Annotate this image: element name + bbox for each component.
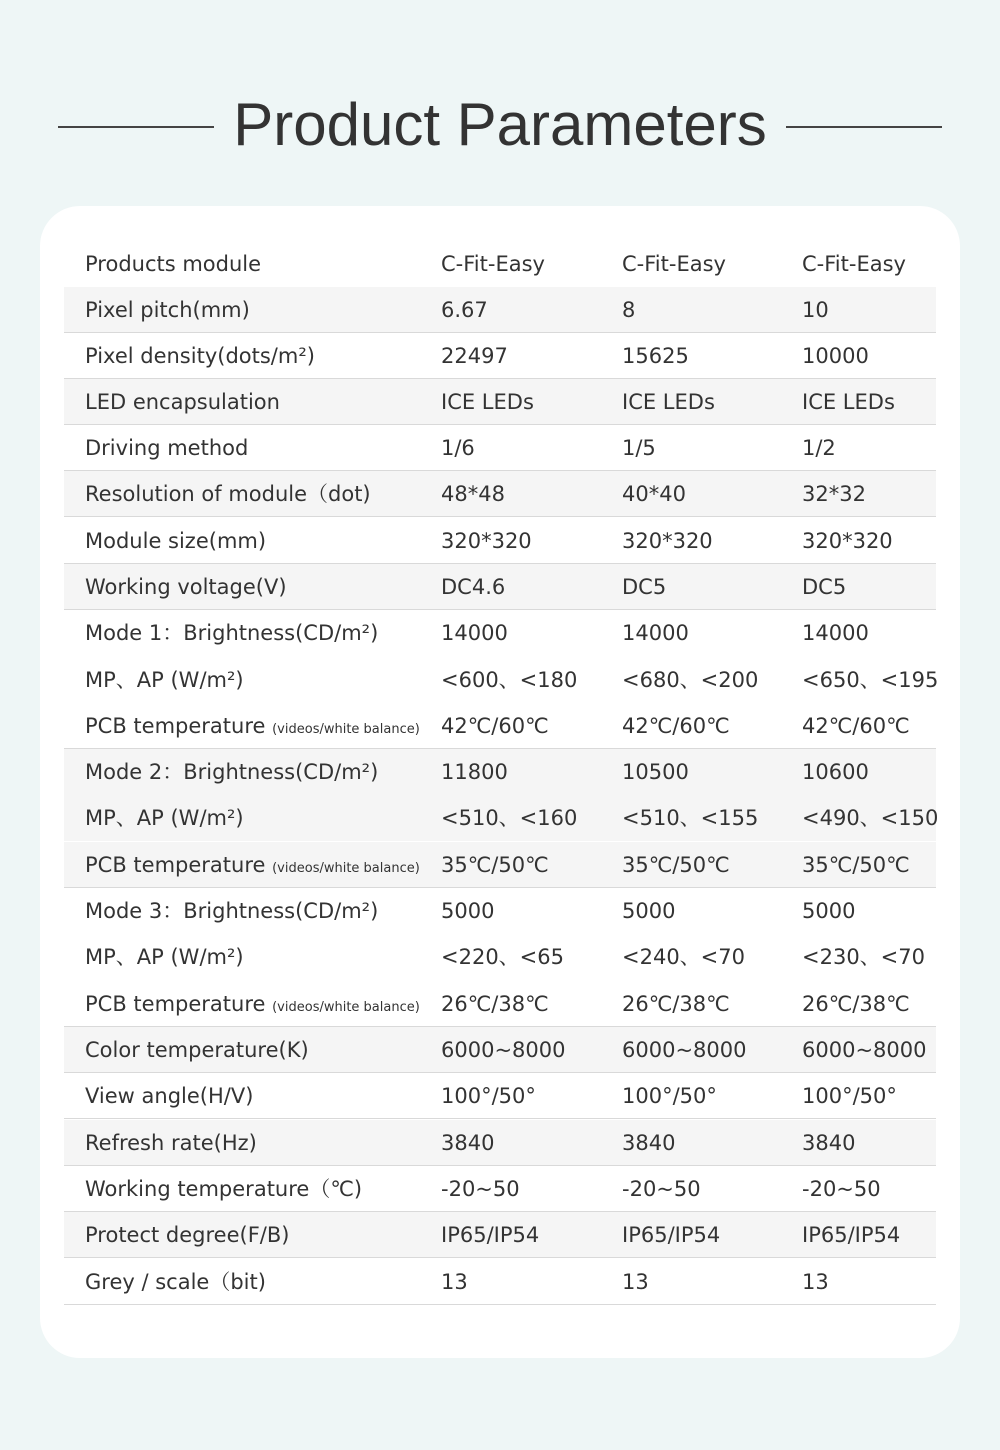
row-value-3: 6000~8000 bbox=[802, 1038, 927, 1062]
row-label: Driving method bbox=[85, 436, 249, 460]
table-row bbox=[64, 981, 936, 1027]
row-label: Mode 2：Brightness(CD/m²) bbox=[85, 760, 379, 784]
row-value-1: 13 bbox=[441, 1270, 468, 1294]
table-row bbox=[64, 842, 936, 888]
row-value-2: 3840 bbox=[622, 1131, 676, 1155]
row-value-2: ICE LEDs bbox=[622, 390, 715, 414]
table-row bbox=[64, 1027, 936, 1073]
parameters-card bbox=[40, 206, 960, 1358]
row-label: Working temperature（℃) bbox=[85, 1177, 363, 1201]
row-label: Protect degree(F/B) bbox=[85, 1223, 290, 1247]
table-row bbox=[64, 1120, 936, 1166]
row-label-text: PCB temperature bbox=[85, 714, 266, 738]
table-row bbox=[64, 379, 936, 425]
row-value-1: 1/6 bbox=[441, 436, 475, 460]
row-value-3: 100°/50° bbox=[802, 1084, 897, 1108]
row-label: MP、AP (W/m²) bbox=[85, 668, 244, 692]
row-label: LED encapsulation bbox=[85, 390, 280, 414]
table-row bbox=[64, 287, 936, 333]
row-label: Color temperature(K) bbox=[85, 1038, 309, 1062]
table-row bbox=[64, 749, 936, 795]
row-value-1: <600、<180 bbox=[441, 668, 578, 692]
table-row bbox=[64, 1073, 936, 1119]
row-value-1: 42℃/60℃ bbox=[441, 714, 549, 738]
row-value-2: 42℃/60℃ bbox=[622, 714, 730, 738]
row-value-1: 320*320 bbox=[441, 529, 532, 553]
row-value-2: <680、<200 bbox=[622, 668, 759, 692]
row-label bbox=[85, 842, 420, 888]
row-value-2: IP65/IP54 bbox=[622, 1223, 721, 1247]
row-value-2: 15625 bbox=[622, 344, 689, 368]
row-value-3: IP65/IP54 bbox=[802, 1223, 901, 1247]
table-row bbox=[64, 795, 939, 841]
title-block bbox=[0, 85, 1000, 165]
row-label: Pixel density(dots/m²) bbox=[85, 344, 315, 368]
row-label: Grey / scale（bit) bbox=[85, 1270, 266, 1294]
table-header-row bbox=[64, 241, 936, 287]
row-value-3: 13 bbox=[802, 1270, 829, 1294]
row-label: MP、AP (W/m²) bbox=[85, 945, 244, 969]
row-value-1: 6000~8000 bbox=[441, 1038, 566, 1062]
row-value-2: 8 bbox=[622, 298, 636, 322]
row-value-2: -20~50 bbox=[622, 1177, 701, 1201]
row-value-2: 13 bbox=[622, 1270, 649, 1294]
row-label: Resolution of module（dot) bbox=[85, 482, 371, 506]
row-value-1: 26℃/38℃ bbox=[441, 992, 549, 1016]
row-value-1: 5000 bbox=[441, 899, 495, 923]
row-label: MP、AP (W/m²) bbox=[85, 806, 244, 830]
row-value-3: 10 bbox=[802, 298, 829, 322]
row-value-2: 10500 bbox=[622, 760, 689, 784]
row-value-1: DC4.6 bbox=[441, 575, 506, 599]
header-col-2: C-Fit-Easy bbox=[622, 252, 726, 276]
page-title: Product Parameters bbox=[233, 91, 767, 158]
row-value-2: 26℃/38℃ bbox=[622, 992, 730, 1016]
row-value-3: 3840 bbox=[802, 1131, 856, 1155]
row-value-3: 42℃/60℃ bbox=[802, 714, 910, 738]
row-value-3: 10000 bbox=[802, 344, 869, 368]
row-label: Working voltage(V) bbox=[85, 575, 287, 599]
row-value-1: 11800 bbox=[441, 760, 508, 784]
table-row bbox=[64, 1166, 936, 1212]
row-label: Pixel pitch(mm) bbox=[85, 298, 250, 322]
row-label-note: (videos/white balance) bbox=[272, 722, 420, 737]
table-row bbox=[64, 333, 936, 379]
table-row bbox=[64, 888, 936, 934]
row-value-3: 26℃/38℃ bbox=[802, 992, 910, 1016]
row-label: Mode 3：Brightness(CD/m²) bbox=[85, 899, 379, 923]
row-value-2: 40*40 bbox=[622, 482, 686, 506]
header-col-1: C-Fit-Easy bbox=[441, 252, 545, 276]
row-value-1: 22497 bbox=[441, 344, 508, 368]
row-label bbox=[85, 981, 420, 1027]
table-row bbox=[64, 934, 936, 980]
table-row bbox=[64, 657, 939, 703]
row-value-3: <490、<150 bbox=[802, 806, 939, 830]
row-label-note: (videos/white balance) bbox=[272, 1000, 420, 1015]
row-value-2: 100°/50° bbox=[622, 1084, 717, 1108]
row-value-2: 14000 bbox=[622, 621, 689, 645]
row-value-2: 1/5 bbox=[622, 436, 656, 460]
row-value-3: ICE LEDs bbox=[802, 390, 895, 414]
row-value-3: <650、<195 bbox=[802, 668, 939, 692]
row-value-1: 3840 bbox=[441, 1131, 495, 1155]
row-label: Refresh rate(Hz) bbox=[85, 1131, 257, 1155]
header-label: Products module bbox=[85, 252, 262, 276]
row-label: Module size(mm) bbox=[85, 529, 267, 553]
title-divider-right bbox=[786, 126, 942, 128]
row-value-1: <510、<160 bbox=[441, 806, 578, 830]
row-value-3: 320*320 bbox=[802, 529, 893, 553]
row-value-1: IP65/IP54 bbox=[441, 1223, 540, 1247]
row-label-note: (videos/white balance) bbox=[272, 861, 420, 876]
row-value-2: 35℃/50℃ bbox=[622, 853, 730, 877]
table-row bbox=[64, 1212, 936, 1258]
row-label-text: PCB temperature bbox=[85, 853, 266, 877]
row-value-2: DC5 bbox=[622, 575, 667, 599]
row-label-text: PCB temperature bbox=[85, 992, 266, 1016]
row-value-3: 5000 bbox=[802, 899, 856, 923]
row-value-1: -20~50 bbox=[441, 1177, 520, 1201]
row-value-1: 100°/50° bbox=[441, 1084, 536, 1108]
table-row bbox=[64, 518, 936, 564]
row-label: Mode 1：Brightness(CD/m²) bbox=[85, 621, 379, 645]
table-row bbox=[64, 425, 936, 471]
row-value-3: 10600 bbox=[802, 760, 869, 784]
row-value-2: 6000~8000 bbox=[622, 1038, 747, 1062]
row-value-2: 5000 bbox=[622, 899, 676, 923]
row-value-2: 320*320 bbox=[622, 529, 713, 553]
table-row bbox=[64, 564, 936, 610]
row-label bbox=[85, 703, 420, 749]
row-value-1: 6.67 bbox=[441, 298, 488, 322]
table-row bbox=[64, 471, 936, 517]
row-value-3: 14000 bbox=[802, 621, 869, 645]
row-value-1: ICE LEDs bbox=[441, 390, 534, 414]
row-value-3: -20~50 bbox=[802, 1177, 881, 1201]
header-col-3: C-Fit-Easy bbox=[802, 252, 906, 276]
row-label: View angle(H/V) bbox=[85, 1084, 254, 1108]
table-row bbox=[64, 1259, 936, 1305]
row-value-3: DC5 bbox=[802, 575, 847, 599]
row-value-3: 1/2 bbox=[802, 436, 836, 460]
row-value-1: 48*48 bbox=[441, 482, 505, 506]
row-value-1: 14000 bbox=[441, 621, 508, 645]
row-value-2: <240、<70 bbox=[622, 945, 745, 969]
row-value-3: <230、<70 bbox=[802, 945, 925, 969]
row-value-2: <510、<155 bbox=[622, 806, 759, 830]
row-value-3: 35℃/50℃ bbox=[802, 853, 910, 877]
table-row bbox=[64, 703, 936, 749]
row-value-3: 32*32 bbox=[802, 482, 866, 506]
row-value-1: 35℃/50℃ bbox=[441, 853, 549, 877]
table-row bbox=[64, 610, 936, 656]
row-value-1: <220、<65 bbox=[441, 945, 564, 969]
